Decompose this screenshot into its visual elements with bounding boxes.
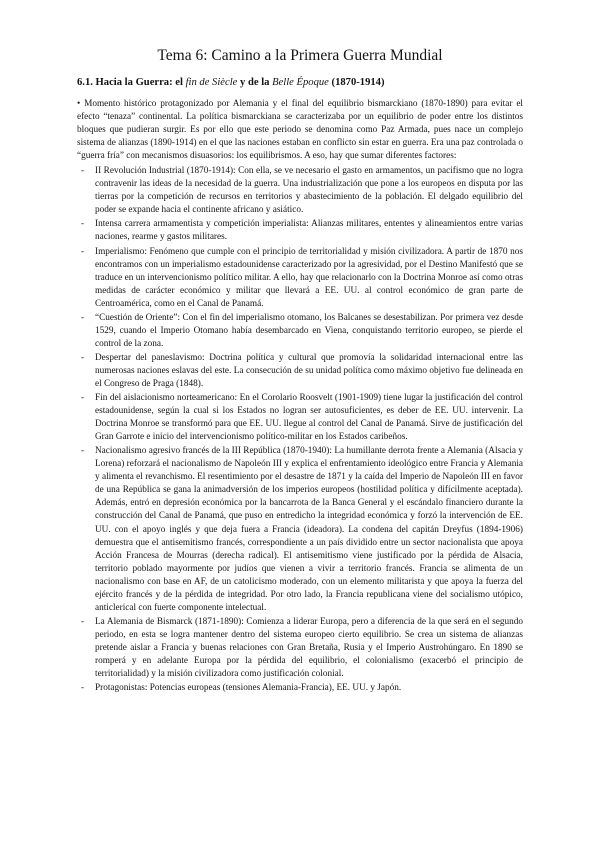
list-dash: - (81, 446, 85, 457)
section-connector: y de la (240, 77, 270, 88)
intro-paragraph: • Momento histórico protagonizado por Alemania y el final del equilibrio bismarckiano (1870-1890) para evitar el efecto “tenaza” continental. La política bismarckiana se caracterizaba por un equilibrio de poder entre los distintos bloques que pudieran surgir. Es por ello que este periodo se denomina como Paz Armada, pues nace un complejo sistema de alianzas (1890-1914) en el que las naciones estaban en conflicto sin estar en guerra. Era una paz controlada o “guerra fría” con mecanismos disuasorios: los equilibrismos. A eso, hay que sumar diferentes factores: (77, 99, 523, 162)
list-item-text: “Cuestión de Oriente”: Con el fin del imperialismo otomano, los Balcanes se desestabilizan. Por primera vez desde 1529, cuando el Imperio Otomano había desembarcado en Viena, conquistando territorio europeo, se pierde el control de la zona. (95, 312, 523, 349)
list-item (77, 165, 523, 217)
list-dash: - (81, 352, 85, 363)
section-number: 6.1. (77, 77, 93, 88)
section-heading (77, 76, 385, 89)
list-item (77, 312, 523, 351)
list-item-text: II Revolución Industrial (1870-1914): Con ella, se ve necesario el gasto en armamentos, un pacifismo que no logra contravenir las ideas de la necesidad de la guerra. Una industrialización que pone a los europeos en disputa por las tierras por la competición de recursos en territorios y abastecimiento de la población. El delgado equilibrio del poder se expande hacia el continente africano y asiático. (95, 166, 523, 216)
list-item-text: Fin del aislacionismo norteamericano: En el Corolario Roosvelt (1901-1909) tiene lugar la justificación del control estadounidense, según la cual si los Estados no logran ser autosuficientes, es deber de EE. UU. intervenir. La Doctrina Monroe se transformó para que EE. UU. llegue al control del Canal de Panamá. Sirve de justificación del Gran Garrote e inicio del intervencionismo político-militar en los Estados caribeños. (95, 393, 523, 443)
list-item-text: Despertar del paneslavismo: Doctrina política y cultural que promovía la solidaridad internacional entre las numerosas naciones eslavas del este. La consecución de su unidad política como máximo objetivo fue delineada en el Congreso de Praga (1848). (95, 352, 523, 389)
section-belle-epoque: Belle Époque (272, 77, 329, 88)
list-item (77, 392, 523, 444)
section-fin-de-siecle: fin de Siècle (185, 77, 238, 88)
list-item (77, 445, 523, 615)
list-item-text: Nacionalismo agresivo francés de la III República (1870-1940): La humillante derrota frente a Alemania (Alsacia y Lorena) reforzará el nacionalismo de Napoleón III y explica el enfrentamiento ideológico entre Francia y Alemania y alimenta el revanchismo. El resentimiento por el desastre de 1871 y la caída del Imperio de Napoleón III en favor de una República se gana la animadversión de los imperios europeos (hostilidad política y difícilmente aceptada). Además, entró en depresión económica por la bancarrota de la Banca General y el escándalo financiero durante la construcción del Canal de Panamá, que puso en entredicho la integridad económica y forzó la intervención de EE. UU. con el apoyo inglés y que deja fuera a Francia (ideadora). La condena del capitán Dreyfus (1894-1906) demuestra que el antisemitismo francés, correspondiente a un país dividido entre un sector nacionalista que apoya Acción Francesa de Mourras (derecha radical). El antisemitismo viene justificado por la pérdida de Alsacia, territorio poblado mayormente por judíos que vienen a vivir a territorio francés. Francia se alimenta de un nacionalismo con base en AF, de un catolicismo moderado, con un elemento militarista y que apoya la fuerza del ejército francés y de la pérdida de integridad. Por otro lado, la Francia republicana viene del socialismo utópico, anticlerical con fuerte componente intelectual. (95, 446, 523, 613)
list-dash: - (81, 219, 85, 230)
list-item-text: La Alemania de Bismarck (1871-1890): Comienza a liderar Europa, pero a diferencia de la que será en el segundo periodo, en esta se logra mantener dentro del sistema europeo cierto equilibrio. Se crea un sistema de alianzas pretende aislar a Francia y buenas relaciones con Gran Bretaña, Rusia y el Imperio Austrohúngaro. En 1890 se romperá y en adelante Europa por la pérdida del equilibrio, el colonialismo (exacerbó el principio de territorialidad) y la misión civilizadora como justificación colonial. (95, 616, 523, 680)
list-item-text: Imperialismo: Fenómeno que cumple con el principio de territorialidad y misión civilizadora. A partir de 1870 nos encontramos con un imperialismo estadounidense caracterizado por la agresividad, por el Destino Manifestó que se traduce en un intervencionismo político militar. A ello, hay que relacionarlo con la Doctrina Monroe así como otras medidas de carácter económico y militar que llevará a EE. UU. al control económico de gran parte de Centroamérica, como en el Canal de Panamá. (95, 246, 523, 309)
list-item (77, 352, 523, 391)
section-years: (1870-1914) (331, 77, 385, 88)
list-dash: - (81, 166, 85, 177)
section-prefix: Hacia la Guerra: el (95, 77, 183, 88)
section-body (77, 98, 523, 696)
list-dash: - (81, 246, 85, 257)
list-dash: - (81, 312, 85, 323)
list-dash: - (81, 616, 85, 627)
list-item-text: Protagonistas: Potencias europeas (tensiones Alemania-Francia), EE. UU. y Japón. (95, 683, 402, 694)
list-dash: - (81, 393, 85, 404)
list-item (77, 682, 523, 695)
page-title: Tema 6: Camino a la Primera Guerra Mundial (157, 47, 443, 64)
list-item-text: Intensa carrera armamentista y competición imperialista: Alianzas militares, ententes y alineamientos entre varias naciones, rearme y gastos militares. (95, 219, 523, 243)
list-item (77, 218, 523, 244)
list-item (77, 246, 523, 311)
list-item (77, 616, 523, 681)
list-dash: - (81, 683, 85, 694)
